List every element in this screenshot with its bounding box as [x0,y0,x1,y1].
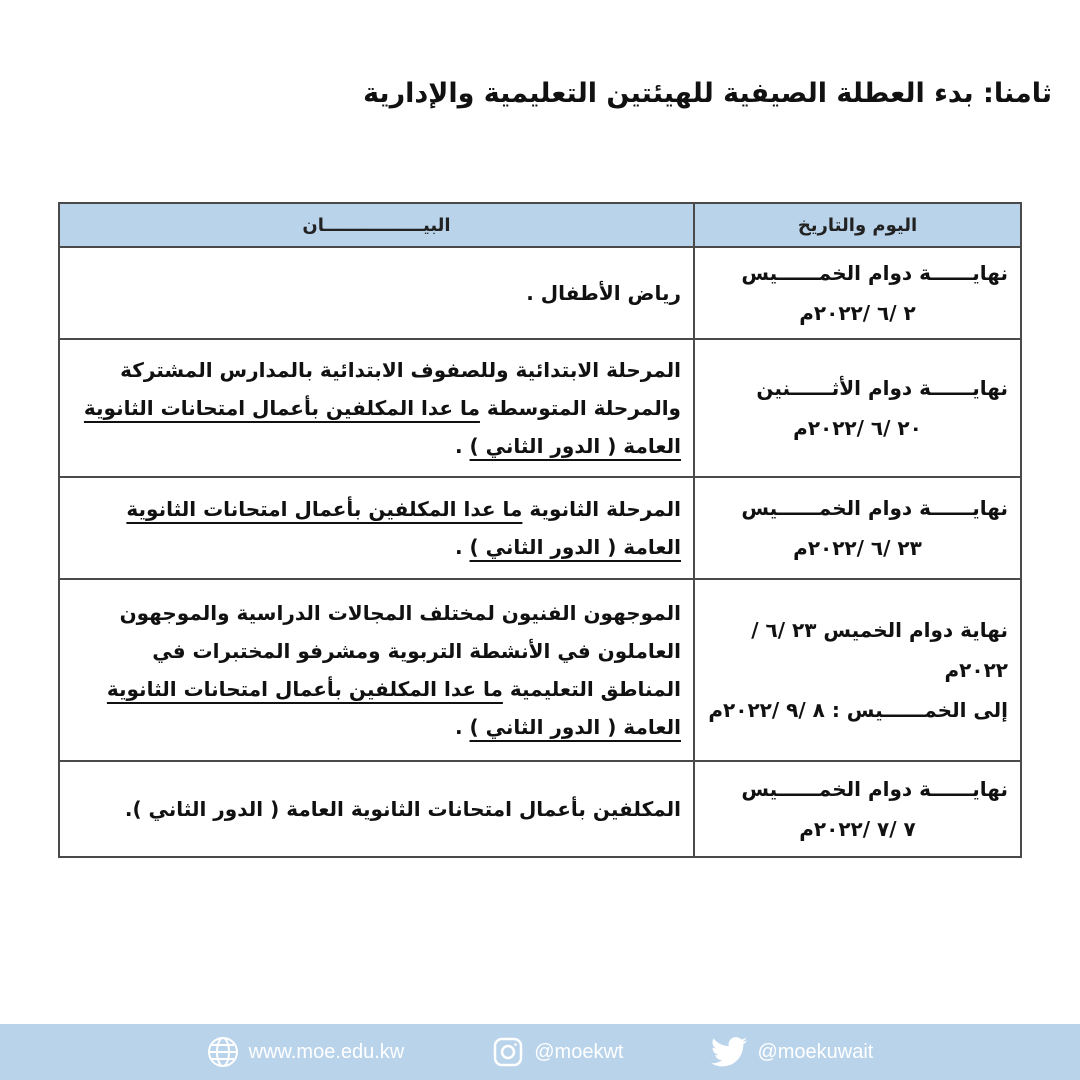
website-text: www.moe.edu.kw [248,1040,405,1063]
date-label: نهايــــــة دوام الخمــــــيس [741,496,1008,520]
date-cell [694,339,1021,477]
description-cell [59,579,694,761]
description-end: . [454,535,470,559]
twitter-handle: @moekuwait [757,1040,874,1063]
twitter-link[interactable] [711,1037,873,1067]
header-description: البيــــــــــــــــان [59,203,694,247]
exception-note: ما عدا المكلفين بأعمال امتحانات الثانوية العامة ( الدور الثاني ) [126,497,681,559]
date-cell [694,761,1021,857]
table-row [59,761,1021,857]
instagram-link[interactable] [492,1036,623,1068]
exception-note: ما عدا المكلفين بأعمال امتحانات الثانوية العامة ( الدور الثاني ) [106,677,681,739]
instagram-handle: @moekwt [534,1040,624,1063]
description-text: المكلفين بأعمال امتحانات الثانوية العامة ( الدور الثاني ). [124,797,681,821]
date-value: ٢٣ /٦ /٢٠٢٢م [793,536,922,560]
description-text: الموجهون الفنيون لمختلف المجالات الدراسية والموجهون العاملون في الأنشطة التربوية ومشرفو المختبرات في المناطق التعليمية [119,601,681,701]
twitter-icon [711,1037,747,1067]
description-text: المرحلة الثانوية [522,497,681,521]
date-cell [694,579,1021,761]
description-end: . [454,434,470,458]
description-end: . [454,715,470,739]
description-cell [59,339,694,477]
table-row [59,579,1021,761]
table-header-row [59,203,1021,247]
table-row [59,477,1021,579]
date-value: ٢٠ /٦ /٢٠٢٢م [793,416,922,440]
date-value: ٢ /٦ /٢٠٢٢م [799,301,916,325]
footer-bar [0,1024,1080,1080]
schedule-table [58,202,1022,858]
date-value: ٧ /٧ /٢٠٢٢م [799,817,916,841]
instagram-icon [492,1036,524,1068]
description-cell [59,247,694,339]
date-cell [694,247,1021,339]
table-row [59,247,1021,339]
globe-icon [207,1036,239,1068]
description-text: المرحلة الابتدائية وللصفوف الابتدائية بالمدارس المشتركة والمرحلة المتوسطة [120,358,681,420]
description-cell [59,477,694,579]
date-label: نهايــــــة دوام الأثــــــنين [756,376,1008,400]
description-text: رياض الأطفال . [526,281,681,305]
date-cell [694,477,1021,579]
date-label: نهايــــــة دوام الخمــــــيس [741,777,1008,801]
website-link[interactable] [207,1036,405,1068]
description-cell [59,761,694,857]
date-label: نهايــــــة دوام الخمــــــيس [741,261,1008,285]
table-row [59,339,1021,477]
date-label: نهاية دوام الخميس ٢٣ /٦ /٢٠٢٢م [751,618,1008,682]
date-value: إلى الخمــــــيس : ٨ /٩ /٢٠٢٢م [708,698,1008,722]
header-date: اليوم والتاريخ [694,203,1021,247]
exception-note: ما عدا المكلفين بأعمال امتحانات الثانوية العامة ( الدور الثاني ) [83,396,681,458]
page-title: ثامنا: بدء العطلة الصيفية للهيئتين التعليمية والإدارية [363,78,1052,109]
